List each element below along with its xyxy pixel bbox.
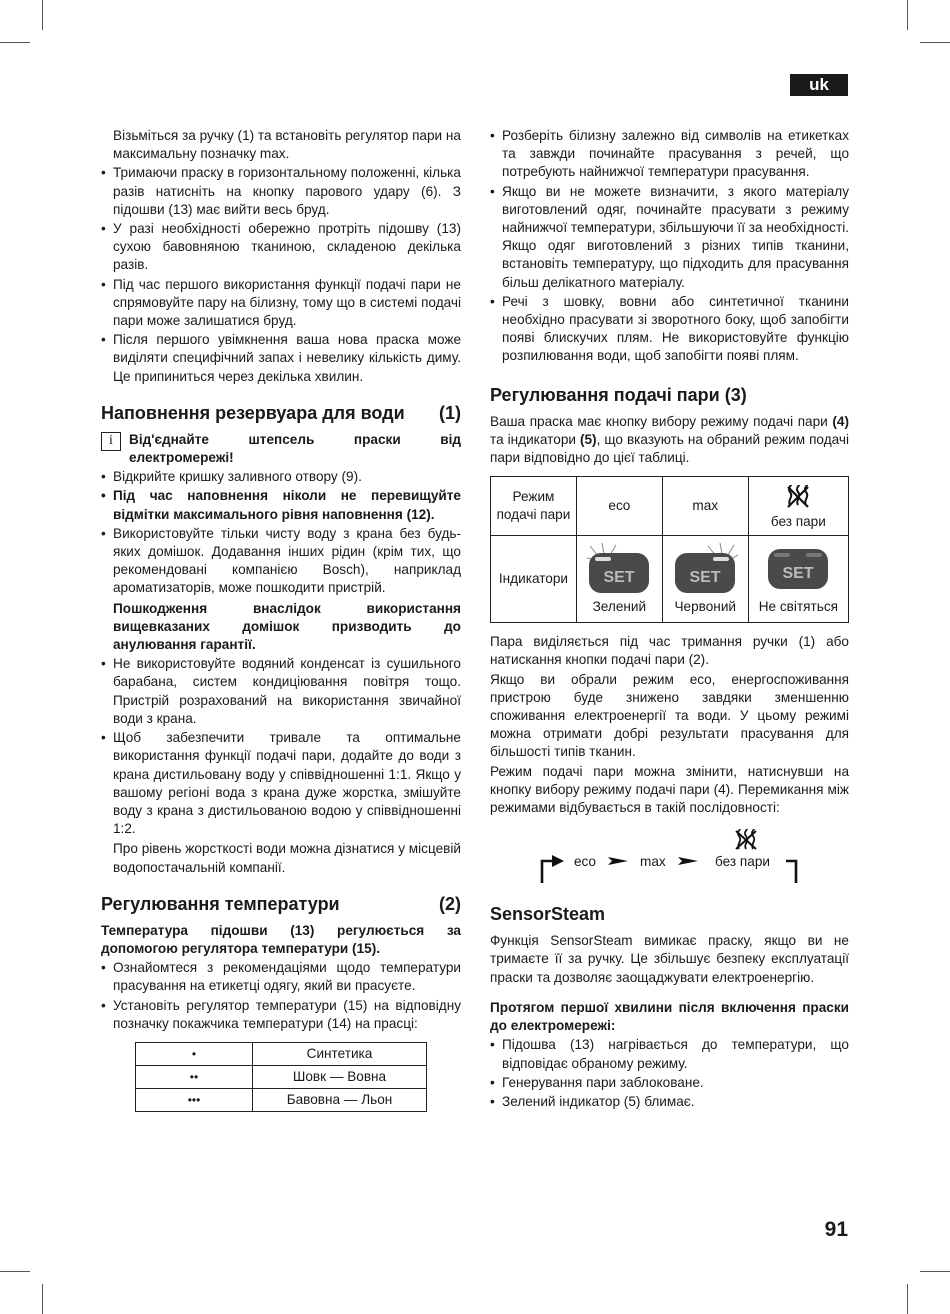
page-number: 91 xyxy=(824,1218,848,1241)
text-run: (4) xyxy=(832,413,849,429)
list-item-text: Щоб забезпечити тривале та оптимальне використання функції подачі пари, додайте до води з крана дистильовану воду у співвідношенні 1:1. Якщо у вашому регіоні вода з крана дуже жорстка, змішуйте воду з крана з дистильованою водою у співвідношенні 1:2. xyxy=(113,730,461,837)
temperature-heading xyxy=(101,893,461,915)
sequence-no-steam: без пари xyxy=(715,854,770,870)
language-badge: uk xyxy=(790,74,848,96)
water-list xyxy=(101,468,461,876)
list-item: • Під час першого використання функції подачі пари не спрямовуйте пару на білизну, тому що в системі подачі пари може залишатися бруд. xyxy=(101,276,461,331)
crop-mark xyxy=(42,0,43,30)
text-run: Ваша праска має кнопку вибору режиму подачі пари xyxy=(490,413,833,429)
mode-label-cell: Режим подачі пари xyxy=(491,477,577,536)
crop-mark xyxy=(920,42,950,43)
crop-mark xyxy=(0,42,30,43)
sensorsteam-paragraph: Функція SensorSteam вимикає праску, якщо ви не тримаєте її за ручку. Це збільшує безпеку експлуатації праски та дозволяє заощаджувати електроенергію. xyxy=(490,933,849,985)
off-label: Не світяться xyxy=(758,599,838,615)
sensorsteam-heading xyxy=(490,903,849,925)
temperature-list xyxy=(101,959,461,1033)
max-cell: max xyxy=(662,477,748,536)
unplug-warning xyxy=(101,431,461,468)
list-item: • Установіть регулятор температури (15) на відповідну позначку покажчика температури (14) на прасці: xyxy=(101,997,461,1033)
list-item: • Розберіть білизну залежно від символів на етикетках та завжди починайте прасування з речей, що потребують найнижчої температури прасування. xyxy=(490,127,849,182)
heading-text: Регулювання температури xyxy=(101,893,340,914)
fabric-cell: Шовк — Вовна xyxy=(253,1065,427,1088)
sorting-list xyxy=(490,127,849,366)
sensorsteam-lead: Протягом першої хвилини після включення праски до електромережі: xyxy=(490,999,849,1034)
fabric-cell: Синтетика xyxy=(253,1042,427,1065)
warning-text: Від'єднайте штепсель праски від електромережі! xyxy=(129,431,461,466)
sequence-bracket xyxy=(490,827,849,889)
green-label: Зелений xyxy=(592,599,647,615)
green-indicator-cell xyxy=(576,536,662,623)
set-button-unlit-icon xyxy=(765,542,831,594)
table-row xyxy=(491,477,849,536)
list-item: • Підошва (13) нагрівається до температури, що відповідає обраному режиму. xyxy=(490,1036,849,1072)
no-steam-label: без пари xyxy=(770,514,826,530)
table-row xyxy=(491,536,849,623)
no-steam-icon xyxy=(785,483,811,509)
temperature-lead: Температура підошви (13) регулюється за допомогою регулятора температури (15). xyxy=(101,922,461,956)
set-button-lit-icon xyxy=(672,542,738,594)
list-item: • Тримаючи праску в горизонтальному положенні, кілька разів натисніть на кнопку парового удару (6). З підошви (13) має вийти весь бруд. xyxy=(101,164,461,219)
crop-mark xyxy=(907,0,908,30)
eco-cell: eco xyxy=(576,477,662,536)
list-item-text: Використовуйте тільки чисту воду з крана без будь-яких домішок. Додавання інших рідин (крім тих, що рекомендовані компанією Bosch), наприклад ароматизаторів, може пошкодити пристрій. xyxy=(113,525,461,596)
set-button-lit-icon xyxy=(586,542,652,594)
list-item: • Відкрийте кришку заливного отвору (9). xyxy=(101,468,461,486)
intro-list xyxy=(101,164,461,385)
heading-text: Регулювання подачі пари (3) xyxy=(490,384,747,405)
info-icon: i xyxy=(101,432,121,451)
text-run: (5) xyxy=(579,431,597,447)
heading-text: SensorSteam xyxy=(490,904,606,925)
crop-mark xyxy=(907,1284,908,1314)
steam-intro xyxy=(490,413,849,468)
sequence-max: max xyxy=(640,854,666,870)
temperature-table xyxy=(135,1042,427,1112)
text-run: , що вказують на обраний режим подачі пари відповідно до цієї таблиці. xyxy=(490,431,849,466)
intro-paragraph: Візьміться за ручку (1) та встановіть регулятор пари на максимальну позначку max. xyxy=(113,128,461,162)
list-item: • У разі необхідності обережно протріть підошву (13) сухою бавовняною тканиною, складеною декілька разів. xyxy=(101,220,461,275)
crop-mark xyxy=(920,1271,950,1272)
list-item: • Якщо ви не можете визначити, з якого матеріалу виготовлений одяг, починайте прасувати з режиму найнижчої температури, збільшуючи її за необхідності. Якщо одяг виготовлений з різних типів тканини, встановіть температуру, що підходить для прасування більш делікатного матеріалу. xyxy=(490,183,849,292)
set-label: SET xyxy=(603,569,635,587)
temperature-dots: • xyxy=(136,1042,253,1065)
warranty-warning: Пошкодження внаслідок використання вищевказаних домішок призводить до анулювання гарантії. xyxy=(113,600,461,653)
red-indicator-cell xyxy=(662,536,748,623)
sensorsteam-list xyxy=(490,1036,849,1111)
list-item: • Після першого увімкнення ваша нова праска може виділяти специфічний запах і невелику кількість диму. Це припиниться через декілька хвилин. xyxy=(101,331,461,386)
list-item: • Під час наповнення ніколи не перевищуйте відмітки максимального рівня наповнення (12). xyxy=(101,487,461,523)
text-run: та індикатори xyxy=(490,431,580,447)
list-item: • Ознайомтеся з рекомендаціями щодо температури прасування на етикетці одягу, який ви прасуєте. xyxy=(101,959,461,995)
off-indicator-cell xyxy=(748,536,848,623)
list-item xyxy=(101,729,461,877)
temperature-dots: •• xyxy=(136,1065,253,1088)
temperature-dots: ••• xyxy=(136,1088,253,1111)
steam-paragraph: Режим подачі пари можна змінити, натиснувши на кнопку вибору режиму подачі пари (4). Перемикання між режимами відбувається в такій послідовності: xyxy=(490,763,849,816)
steam-paragraph: Пара виділяється під час тримання ручки (1) або натискання кнопки подачі пари (2). xyxy=(490,634,849,668)
sequence-eco: eco xyxy=(574,854,596,870)
fabric-cell: Бавовна — Льон xyxy=(253,1088,427,1111)
red-label: Червоний xyxy=(674,599,737,615)
set-label: SET xyxy=(689,569,721,587)
steam-sequence-diagram xyxy=(490,827,849,889)
water-tank-heading xyxy=(101,402,461,424)
steam-mode-table xyxy=(490,476,849,623)
list-item: • Речі з шовку, вовни або синтетичної тканини необхідно прасувати зі зворотного боку, щоб запобігти появі блискучих плям. Не використовуйте функцію розпилювання води, щоб запобігти появі плям. xyxy=(490,293,849,366)
table-row xyxy=(136,1042,427,1065)
heading-number: (2) xyxy=(439,893,461,914)
list-item: • Генерування пари заблоковане. xyxy=(490,1074,849,1092)
left-column xyxy=(101,127,461,1112)
list-item: • Не використовуйте водяний конденсат із сушильного барабана, систем кондиціювання повітря тощо. Пристрій розрахований на використання звичайної води з крана. xyxy=(101,655,461,728)
hardness-note: Про рівень жорсткості води можна дізнатися у місцевій водопостачальній компанії. xyxy=(113,841,461,875)
table-row xyxy=(136,1088,427,1111)
crop-mark xyxy=(42,1284,43,1314)
no-steam-cell xyxy=(748,477,848,536)
heading-text: Наповнення резервуара для води xyxy=(101,402,405,423)
steam-heading xyxy=(490,384,849,406)
list-item: • Зелений індикатор (5) блимає. xyxy=(490,1093,849,1111)
indicators-label-cell: Індикатори xyxy=(491,536,577,623)
crop-mark xyxy=(0,1271,30,1272)
set-label: SET xyxy=(782,565,814,583)
heading-number: (1) xyxy=(439,402,461,423)
table-row xyxy=(136,1065,427,1088)
right-column xyxy=(490,127,849,1112)
steam-paragraph: Якщо ви обрали режим eco, енергоспоживання пристрою буде знижено завдяки зменшенню споживання електроенергії та води. У цьому режимі можна отримати добрі результати прасування для більшості типів тканин. xyxy=(490,671,849,760)
list-item xyxy=(101,525,461,654)
